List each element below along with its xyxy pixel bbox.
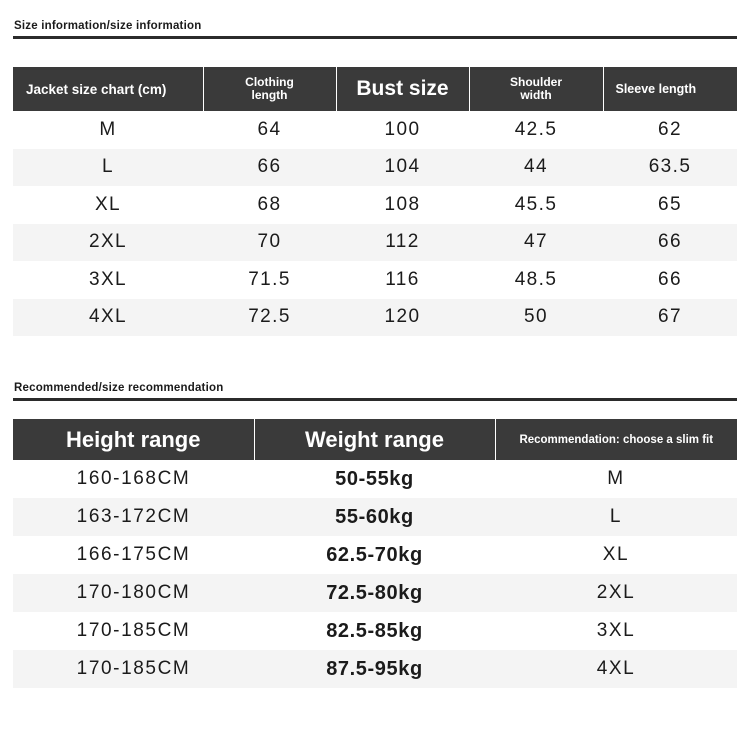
spacer-above-recommendation-table (0, 401, 750, 419)
size-information-heading: Size information/size information (14, 20, 202, 32)
table-row (13, 224, 737, 262)
weight-cell: 55-60kg (254, 498, 495, 536)
bust-cell: 100 (336, 111, 469, 149)
list-item (13, 536, 737, 574)
size-cell: 2XL (13, 224, 203, 262)
sleeve-cell: 62 (603, 111, 737, 149)
size-chart-col-shoulder (469, 67, 603, 111)
weight-cell: 72.5-80kg (254, 574, 495, 612)
size-chart-col-bust: Bust size (336, 67, 469, 111)
bust-cell: 120 (336, 299, 469, 337)
sleeve-cell: 66 (603, 224, 737, 262)
recommendation-header-row (13, 419, 737, 460)
length-cell: 70 (203, 224, 336, 262)
sleeve-cell: 66 (603, 261, 737, 299)
weight-cell: 87.5-95kg (254, 650, 495, 688)
recommended-size-cell: XL (495, 536, 737, 574)
table-row (13, 299, 737, 337)
shoulder-cell: 48.5 (469, 261, 603, 299)
shoulder-cell: 44 (469, 149, 603, 187)
size-chart-col-size: Jacket size chart (cm) (13, 67, 203, 111)
height-cell: 170-185CM (13, 650, 254, 688)
recommended-size-cell: 2XL (495, 574, 737, 612)
recommendation-col-note: Recommendation: choose a slim fit (495, 419, 737, 460)
shoulder-cell: 50 (469, 299, 603, 337)
bust-cell: 104 (336, 149, 469, 187)
height-cell: 170-185CM (13, 612, 254, 650)
list-item (13, 612, 737, 650)
size-chart-col-length (203, 67, 336, 111)
sleeve-cell: 65 (603, 186, 737, 224)
size-cell: L (13, 149, 203, 187)
weight-cell: 62.5-70kg (254, 536, 495, 574)
size-chart-col-sleeve: Sleeve length (603, 67, 737, 111)
shoulder-cell: 45.5 (469, 186, 603, 224)
shoulder-cell: 47 (469, 224, 603, 262)
size-cell: M (13, 111, 203, 149)
recommendation-heading-block (0, 336, 750, 401)
size-information-heading-block (0, 0, 750, 39)
length-cell: 66 (203, 149, 336, 187)
height-cell: 170-180CM (13, 574, 254, 612)
shoulder-width-line2: width (520, 88, 552, 102)
recommendation-col-weight: Weight range (254, 419, 495, 460)
list-item (13, 574, 737, 612)
table-row (13, 111, 737, 149)
recommended-size-cell: L (495, 498, 737, 536)
weight-cell: 82.5-85kg (254, 612, 495, 650)
weight-cell: 50-55kg (254, 460, 495, 498)
size-cell: 3XL (13, 261, 203, 299)
spacer-above-size-table (0, 39, 750, 67)
list-item (13, 498, 737, 536)
height-cell: 160-168CM (13, 460, 254, 498)
list-item (13, 460, 737, 498)
length-cell: 64 (203, 111, 336, 149)
recommended-size-cell: 4XL (495, 650, 737, 688)
bust-cell: 116 (336, 261, 469, 299)
clothing-length-line2: length (251, 88, 288, 102)
table-row (13, 261, 737, 299)
size-cell: 4XL (13, 299, 203, 337)
size-chart-header-row (13, 67, 737, 111)
sleeve-cell: 63.5 (603, 149, 737, 187)
size-chart-table (13, 67, 737, 336)
recommended-size-cell: 3XL (495, 612, 737, 650)
recommended-size-cell: M (495, 460, 737, 498)
length-cell: 68 (203, 186, 336, 224)
length-cell: 72.5 (203, 299, 336, 337)
recommendation-col-height: Height range (13, 419, 254, 460)
sleeve-cell: 67 (603, 299, 737, 337)
list-item (13, 650, 737, 688)
recommendation-heading: Recommended/size recommendation (14, 382, 224, 394)
table-row (13, 186, 737, 224)
bust-cell: 108 (336, 186, 469, 224)
table-row (13, 149, 737, 187)
shoulder-cell: 42.5 (469, 111, 603, 149)
bust-cell: 112 (336, 224, 469, 262)
shoulder-width-line1: Shoulder (509, 75, 562, 89)
height-cell: 163-172CM (13, 498, 254, 536)
recommendation-table (13, 419, 737, 688)
length-cell: 71.5 (203, 261, 336, 299)
clothing-length-line1: Clothing (245, 75, 294, 89)
height-cell: 166-175CM (13, 536, 254, 574)
size-cell: XL (13, 186, 203, 224)
